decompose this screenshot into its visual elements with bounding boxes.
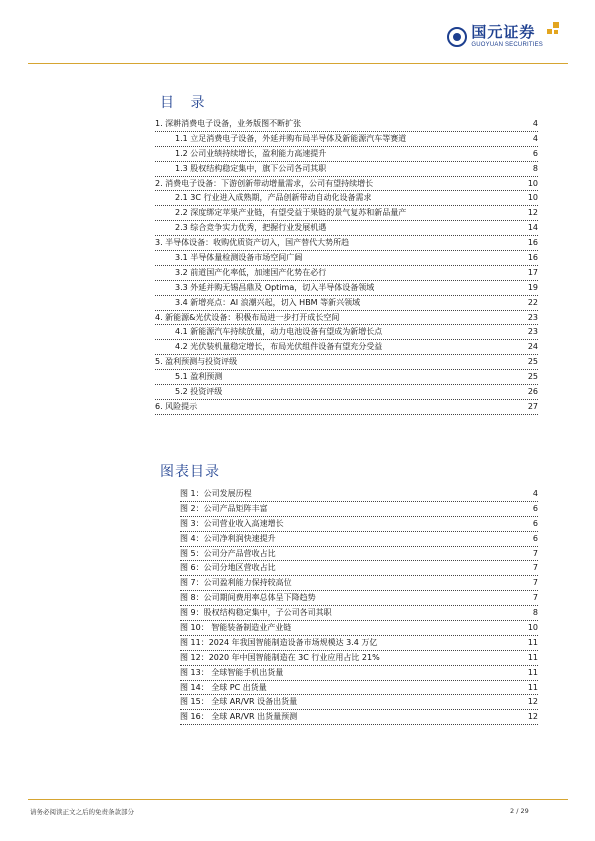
figure-entry[interactable]	[180, 606, 538, 621]
toc-entry-page: 23	[527, 327, 538, 337]
figure-entry-page: 6	[532, 533, 538, 543]
toc-entry-title: 1.3 股权结构稳定集中，旗下公司各司其职	[175, 163, 327, 173]
figure-entry-title: 图 5：公司分产品营收占比	[180, 548, 276, 558]
toc-entry[interactable]	[155, 385, 538, 400]
toc-entry-page: 23	[527, 312, 538, 322]
figure-entry-title: 图 6：公司分地区营收占比	[180, 563, 276, 573]
toc-entry-page: 6	[532, 148, 538, 158]
toc-entry[interactable]	[155, 355, 538, 370]
toc-entry-title: 3.1 半导体量检测设备市场空间广阔	[175, 253, 303, 263]
toc-entry-title: 3.4 新增亮点：AI 浪潮兴起，切入 HBM 等新兴领域	[175, 297, 361, 307]
toc-entry[interactable]	[155, 296, 538, 311]
toc-entry-page: 27	[527, 401, 538, 411]
figure-entry-page: 7	[532, 563, 538, 573]
page-number: 2 / 29	[510, 807, 529, 815]
toc-entry-page: 10	[527, 178, 538, 188]
brand-logo	[447, 25, 543, 48]
toc-entry[interactable]	[155, 132, 538, 147]
figure-entry-title: 图 13： 全球智能手机出货量	[180, 667, 284, 677]
toc-entry-page: 22	[527, 297, 538, 307]
figure-entry[interactable]	[180, 681, 538, 696]
figure-entry[interactable]	[180, 502, 538, 517]
toc-entry-page: 24	[527, 342, 538, 352]
figure-entry[interactable]	[180, 591, 538, 606]
figure-entry-title: 图 10： 智能装备制造业产业链	[180, 623, 292, 633]
toc-entry[interactable]	[155, 281, 538, 296]
toc-entry-title: 6. 风险提示	[155, 401, 198, 411]
figure-entry-title: 图 7：公司盈利能力保持较高位	[180, 578, 292, 588]
figure-entry[interactable]	[180, 710, 538, 725]
figure-entry[interactable]	[180, 636, 538, 651]
toc-entry-page: 25	[527, 372, 538, 382]
brand-blocks-icon	[543, 22, 561, 40]
brand-name-en: GUOYUAN SECURITIES	[471, 42, 543, 48]
toc-entry-title: 2. 消费电子设备：下游创新带动增量需求，公司有望持续增长	[155, 178, 374, 188]
toc-entry[interactable]	[155, 162, 538, 177]
figure-entry-title: 图 3：公司营业收入高速增长	[180, 518, 284, 528]
figure-entry[interactable]	[180, 621, 538, 636]
toc-entry[interactable]	[155, 221, 538, 236]
toc-entry[interactable]	[155, 236, 538, 251]
figure-entry-page: 11	[527, 637, 538, 647]
figure-entry[interactable]	[180, 532, 538, 547]
toc-entry-title: 2.3 综合竞争实力优秀，把握行业发展机遇	[175, 223, 327, 233]
brand-mark-icon	[447, 27, 467, 47]
figure-entry-page: 11	[527, 682, 538, 692]
toc-entry-title: 3.3 外延并购无锡昌鼎及 Optima，切入半导体设备领域	[175, 282, 375, 292]
figure-entry-page: 12	[527, 697, 538, 707]
toc-entry-title: 3. 半导体设备：收购优质资产切入，国产替代大势所趋	[155, 238, 350, 248]
toc-entry-title: 2.2 深度绑定苹果产业链，有望受益于果链的景气复苏和新品量产	[175, 208, 407, 218]
figure-entry-title: 图 11：2024 年我国智能制造设备市场规模达 3.4 万亿	[180, 637, 378, 647]
figure-entry[interactable]	[180, 517, 538, 532]
figure-entry-title: 图 8：公司期间费用率总体呈下降趋势	[180, 593, 316, 603]
figure-entry[interactable]	[180, 576, 538, 591]
toc-entry-title: 2.1 3C 行业进入成熟期，产品创新带动自动化设备需求	[175, 193, 372, 203]
footer-rule	[28, 799, 568, 800]
page-header	[0, 0, 595, 64]
figure-entry-page: 7	[532, 593, 538, 603]
figure-entry[interactable]	[180, 651, 538, 666]
toc-entry-page: 25	[527, 357, 538, 367]
header-rule	[28, 63, 568, 64]
figure-entry-title: 图 16： 全球 AR/VR 出货量预测	[180, 712, 298, 722]
toc-entry-page: 16	[527, 238, 538, 248]
toc-entry-page: 17	[527, 267, 538, 277]
toc-entry-page: 12	[527, 208, 538, 218]
footer-disclaimer: 请务必阅读正文之后的免责条款部分	[30, 808, 134, 816]
figure-entry-page: 4	[532, 489, 538, 498]
toc-entry[interactable]	[155, 251, 538, 266]
figure-entry-page: 11	[527, 652, 538, 662]
toc-entry[interactable]	[155, 266, 538, 281]
toc-entry-title: 4.2 光伏装机量稳定增长，布局光伏组件设备有望充分受益	[175, 342, 383, 352]
toc-entry-page: 4	[532, 119, 538, 128]
toc-entry[interactable]	[155, 117, 538, 132]
figure-entry[interactable]	[180, 666, 538, 681]
brand-name-cn: 国元证券	[471, 23, 536, 41]
toc-entry-title: 5.1 盈利预测	[175, 372, 223, 382]
figure-entry-page: 10	[527, 623, 538, 633]
toc-entry[interactable]	[155, 325, 538, 340]
toc-entry[interactable]	[155, 177, 538, 192]
figure-entry[interactable]	[180, 695, 538, 710]
figure-entry-page: 12	[527, 712, 538, 722]
toc-entry[interactable]	[155, 370, 538, 385]
toc-entry-title: 4.1 新能源汽车持续放量，动力电池设备有望成为新增长点	[175, 327, 383, 337]
toc-list	[155, 117, 538, 415]
figure-entry-title: 图 2：公司产品矩阵丰富	[180, 503, 268, 513]
toc-entry[interactable]	[155, 400, 538, 415]
figure-entry-title: 图 4：公司净利润快速提升	[180, 533, 276, 543]
toc-entry-page: 14	[527, 223, 538, 233]
toc-entry-page: 19	[527, 282, 538, 292]
toc-entry-title: 4. 新能源&光伏设备：积极布局进一步打开成长空间	[155, 312, 340, 322]
figure-entry-title: 图 1：公司发展历程	[180, 489, 252, 498]
figure-entry-page: 8	[532, 608, 538, 618]
figure-entry-title: 图 14： 全球 PC 出货量	[180, 682, 267, 692]
toc-entry-page: 4	[532, 133, 538, 143]
toc-entry[interactable]	[155, 147, 538, 162]
toc-entry-page: 10	[527, 193, 538, 203]
figure-list	[180, 487, 538, 725]
toc-entry-page: 16	[527, 253, 538, 263]
figure-entry-page: 6	[532, 503, 538, 513]
toc-entry-title: 1.2 公司业绩持续增长，盈利能力高速提升	[175, 148, 327, 158]
toc-entry-page: 8	[532, 163, 538, 173]
toc-entry-title: 3.2 前道国产化率低，加速国产化势在必行	[175, 267, 327, 277]
figure-entry-page: 7	[532, 578, 538, 588]
figure-entry[interactable]	[180, 547, 538, 562]
figure-entry-title: 图 9：股权结构稳定集中，子公司各司其职	[180, 608, 332, 618]
figure-entry-page: 6	[532, 518, 538, 528]
figure-entry-page: 11	[527, 667, 538, 677]
toc-entry[interactable]	[155, 340, 538, 355]
figure-entry[interactable]	[180, 487, 538, 502]
figure-entry-title: 图 12：2020 年中国智能制造在 3C 行业应用占比 21%	[180, 652, 380, 662]
toc-entry-page: 26	[527, 387, 538, 397]
figure-entry-title: 图 15： 全球 AR/VR 设备出货量	[180, 697, 298, 707]
figure-entry[interactable]	[180, 561, 538, 576]
toc-entry[interactable]	[155, 206, 538, 221]
toc-entry-title: 1. 深耕消费电子设备，业务版图不断扩张	[155, 119, 302, 128]
toc-entry-title: 5.2 投资评级	[175, 387, 223, 397]
toc-entry[interactable]	[155, 191, 538, 206]
toc-entry-title: 1.1 立足消费电子设备，外延并购布局半导体及新能源汽车等赛道	[175, 133, 407, 143]
figure-entry-page: 7	[532, 548, 538, 558]
toc-title: 目 录	[160, 95, 211, 111]
toc-entry[interactable]	[155, 311, 538, 326]
toc-entry-title: 5. 盈利预测与投资评级	[155, 357, 238, 367]
figure-list-title: 图表目录	[160, 464, 220, 480]
